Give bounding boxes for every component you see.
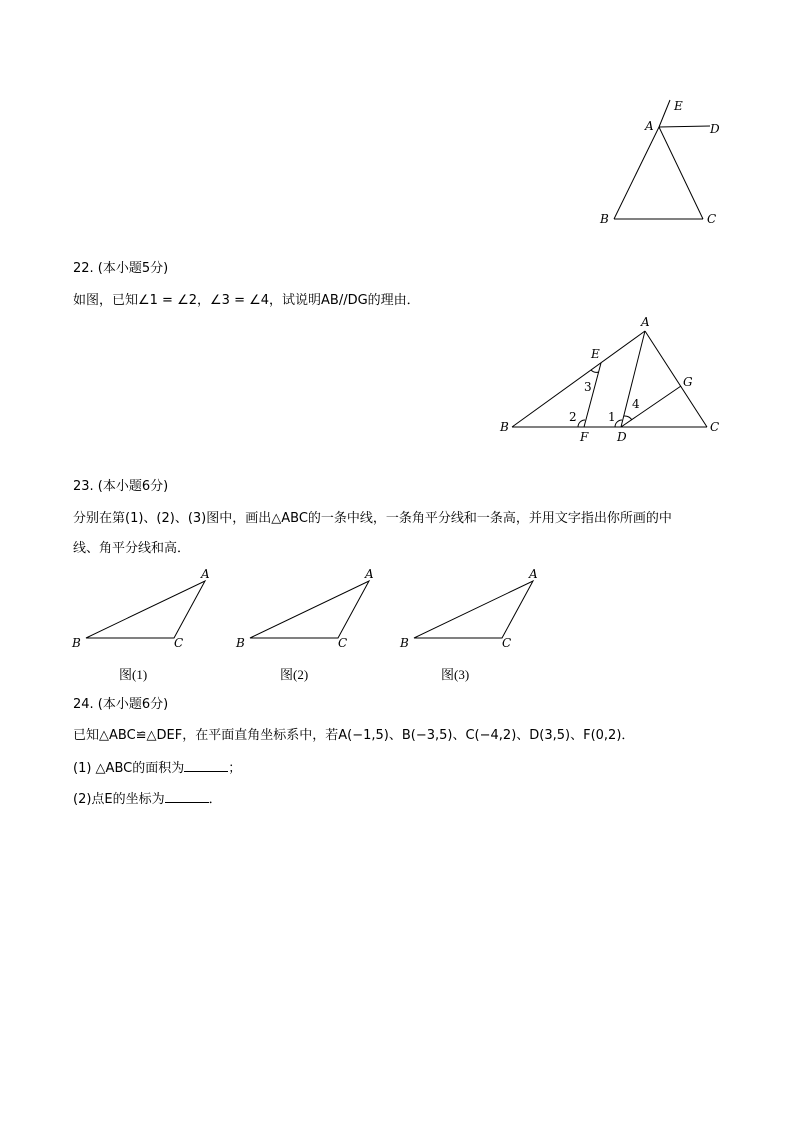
q23-body-line2: 线、角平分线和高． xyxy=(73,541,191,556)
q23-body-line1: 分别在第(1)、(2)、(3)图中，画出△ABC的一条中线，一条角平分线和一条高，并用文字指出你所画的中 xyxy=(73,511,672,526)
q24-part1-suffix: ； xyxy=(228,761,242,776)
triangle-fig2 xyxy=(250,581,369,638)
label-angle-1: 1 xyxy=(608,410,616,424)
q24-part1-answer-blank[interactable] xyxy=(184,759,228,772)
label-e: E xyxy=(674,99,683,113)
fig3-label-b: B xyxy=(400,636,409,650)
q23-header: 23. (本小题6分) xyxy=(73,479,169,494)
label-a: A xyxy=(641,315,650,329)
label-e: E xyxy=(591,347,600,361)
label-c: C xyxy=(707,212,717,226)
fig1-label-b: B xyxy=(72,636,81,650)
label-f: F xyxy=(580,430,589,444)
fig1-caption: 图(1) xyxy=(119,667,148,682)
q24-body: 已知△ABC≌△DEF，在平面直角坐标系中，若A(−1,5)、B(−3,5)、C(−4,2)、D(3,5)、F(0,2)． xyxy=(73,728,635,743)
q22-body: 如图，已知∠1 = ∠2，∠3 = ∠4，试说明AB//DG的理由． xyxy=(73,293,420,308)
label-b: B xyxy=(600,212,609,226)
fig3-label-a: A xyxy=(529,567,538,581)
fig2-label-c: C xyxy=(338,636,348,650)
label-angle-3: 3 xyxy=(584,380,592,394)
q24-part2-prefix: (2)点E的坐标为 xyxy=(73,792,165,807)
fig3-caption: 图(3) xyxy=(441,667,470,682)
label-angle-4: 4 xyxy=(632,397,640,411)
fig1-label-a: A xyxy=(201,567,210,581)
label-d: D xyxy=(710,122,720,136)
label-c: C xyxy=(710,420,720,434)
label-d: D xyxy=(617,430,627,444)
fig2-label-b: B xyxy=(236,636,245,650)
q24-part1 xyxy=(73,759,241,778)
label-b: B xyxy=(500,420,509,434)
fig3-label-c: C xyxy=(502,636,512,650)
fig2-caption: 图(2) xyxy=(280,667,309,682)
triangle-fig3 xyxy=(414,581,533,638)
label-g: G xyxy=(683,375,693,389)
q22-header: 22. (本小题5分) xyxy=(73,261,169,276)
q24-part2-suffix: ． xyxy=(208,792,222,807)
q24-part2-answer-blank[interactable] xyxy=(165,790,209,803)
label-a: A xyxy=(645,119,654,133)
triangle-fig1 xyxy=(86,581,205,638)
fig2-label-a: A xyxy=(365,567,374,581)
fig1-label-c: C xyxy=(174,636,184,650)
q24-header: 24. (本小题6分) xyxy=(73,697,169,712)
q24-part1-prefix: (1) △ABC的面积为 xyxy=(73,761,185,776)
label-angle-2: 2 xyxy=(569,410,577,424)
q24-part2 xyxy=(73,790,222,809)
